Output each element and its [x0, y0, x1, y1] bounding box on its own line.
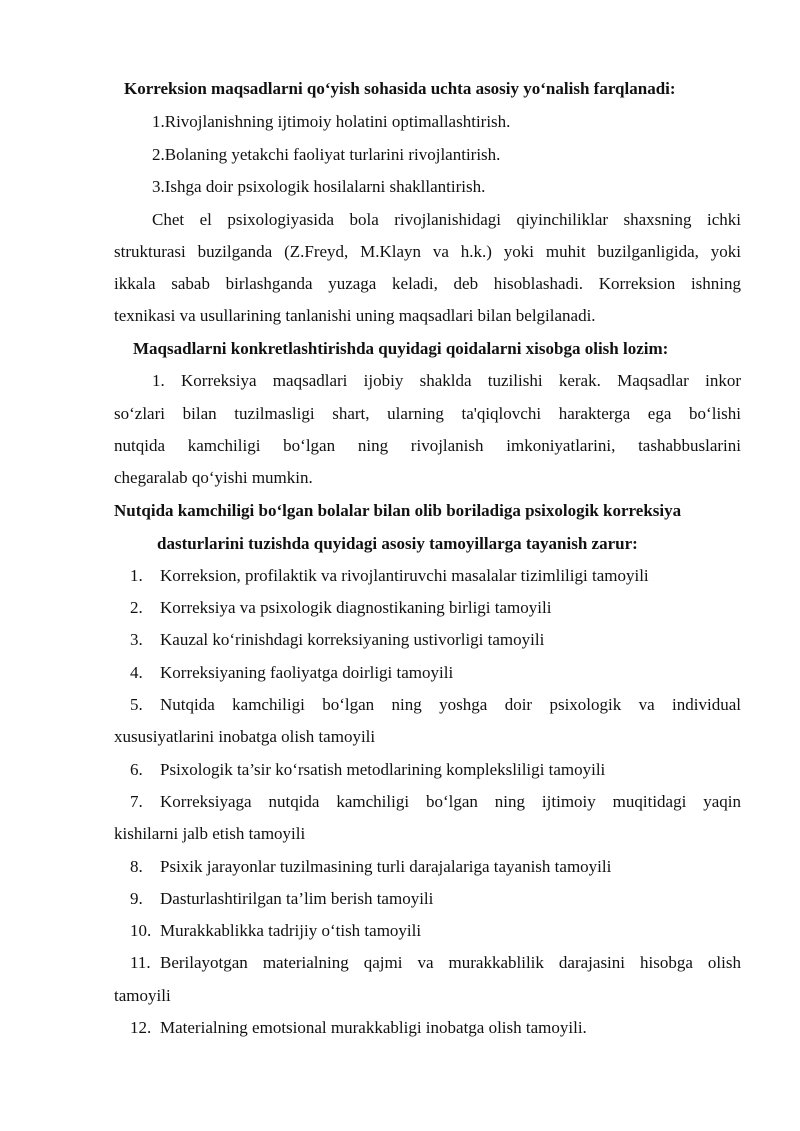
heading-principles: Nutqida kamchiligi bo‘lgan bolalar bilan olib boriladiga psixologik korreksiya	[114, 501, 682, 520]
list-item: Berilayotgan materialning qajmi va murakkablilik darajasini hisobga olish	[160, 953, 741, 972]
list-number: 3.	[130, 630, 143, 649]
heading-directions: Korreksion maqsadlarni qo‘yish sohasida uchta asosiy yo‘nalish farqlanadi:	[124, 79, 676, 98]
list-item: Korreksiyaga nutqida kamchiligi bo‘lgan ning ijtimoiy muqitidagi yaqin	[160, 792, 741, 811]
paragraph-line: nutqida kamchiligi bo‘lgan ning rivojlanish imkoniyatlarini, tashabbuslarini	[114, 436, 741, 455]
list-number: 9.	[130, 889, 143, 908]
list-number: 12.	[130, 1018, 152, 1037]
list-number: 1.	[130, 566, 143, 585]
list-number: 4.	[130, 663, 143, 682]
list-item: kishilarni jalb etish tamoyili	[114, 824, 306, 843]
paragraph-line: texnikasi va usullarining tanlanishi uning maqsadlari bilan belgilanadi.	[114, 306, 596, 325]
list-item: Psixologik ta’sir ko‘rsatish metodlarining kompleksliligi tamoyili	[160, 760, 606, 779]
heading-rules: Maqsadlarni konkretlashtirishda quyidagi qoidalarni xisobga olish lozim:	[133, 339, 669, 358]
paragraph-line: 1. Korreksiya maqsadlari ijobiy shaklda tuzilishi kerak. Maqsadlar inkor	[152, 371, 741, 390]
list-number: 11.	[130, 953, 151, 972]
list-item: Materialning emotsional murakkabligi inobatga olish tamoyili.	[160, 1018, 587, 1037]
list-number: 2.	[130, 598, 143, 617]
goal-item-1: 1.Rivojlanishning ijtimoiy holatini optimallashtirish.	[152, 112, 511, 131]
paragraph-line: Chet el psixologiyasida bola rivojlanishidagi qiyinchiliklar shaxsning ichki	[152, 210, 741, 229]
list-item: Korreksiya va psixologik diagnostikaning birligi tamoyili	[160, 598, 552, 617]
list-number: 6.	[130, 760, 143, 779]
list-item: tamoyili	[114, 986, 171, 1005]
list-item: Nutqida kamchiligi bo‘lgan ning yoshga doir psixologik va individual	[160, 695, 741, 714]
list-item: Kauzal ko‘rinishdagi korreksiyaning ustivorligi tamoyili	[160, 630, 545, 649]
list-item: Murakkablikka tadrijiy o‘tish tamoyili	[160, 921, 422, 940]
heading-principles: dasturlarini tuzishda quyidagi asosiy tamoyillarga tayanish zarur:	[157, 534, 638, 553]
list-item: Dasturlashtirilgan ta’lim berish tamoyili	[160, 889, 434, 908]
list-item: xususiyatlarini inobatga olish tamoyili	[114, 727, 376, 746]
list-number: 8.	[130, 857, 143, 876]
list-number: 10.	[130, 921, 152, 940]
list-item: Psixik jarayonlar tuzilmasining turli darajalariga tayanish tamoyili	[160, 857, 612, 876]
paragraph-line: chegaralab qo‘yishi mumkin.	[114, 468, 313, 487]
list-number: 5.	[130, 695, 143, 714]
paragraph-line: so‘zlari bilan tuzilmasligi shart, ularning ta'qiqlovchi harakterga ega bo‘lishi	[114, 404, 741, 423]
paragraph-line: ikkala sabab birlashganda yuzaga keladi, deb hisoblashadi. Korreksion ishning	[114, 274, 741, 293]
goal-item-2: 2.Bolaning yetakchi faoliyat turlarini rivojlantirish.	[152, 145, 501, 164]
goal-item-3: 3.Ishga doir psixologik hosilalarni shakllantirish.	[152, 177, 486, 196]
list-item: Korreksion, profilaktik va rivojlantiruvchi masalalar tizimliligi tamoyili	[160, 566, 649, 585]
list-number: 7.	[130, 792, 143, 811]
paragraph-line: strukturasi buzilganda (Z.Freyd, M.Klayn va h.k.) yoki muhit buzilganligida, yoki	[114, 242, 741, 261]
list-item: Korreksiyaning faoliyatga doirligi tamoyili	[160, 663, 454, 682]
